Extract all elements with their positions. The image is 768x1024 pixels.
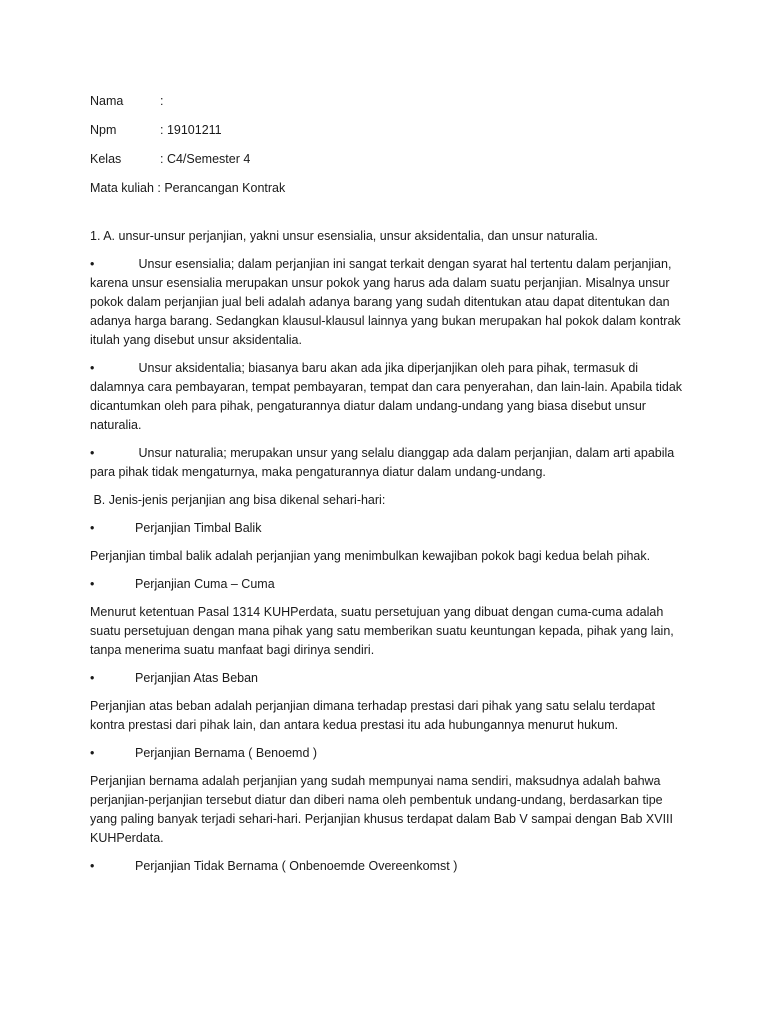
item-title: Perjanjian Atas Beban [135, 671, 259, 685]
item-title: Perjanjian Bernama ( Benoemd ) [135, 746, 318, 760]
kelas-value: : C4/Semester 4 [160, 152, 251, 166]
bullet-marker: • [90, 257, 95, 271]
mata-kuliah: Mata kuliah : Perancangan Kontrak [90, 181, 286, 195]
npm-value: : 19101211 [160, 123, 222, 137]
npm-label: Npm [90, 123, 117, 137]
bullet-text: Unsur esensialia; dalam perjanjian ini sangat terkait dengan syarat hal tertentu dalam perjanjian, karena unsur esensialia merupakan unsur pokok yang harus ada dalam suatu perjanjian. Misalnya unsur pokok dalam perjanjian jual beli adalah adanya barang yang sudah ditentukan atau dapat ditentukan dan adanya harga barang. Sedangkan klausul-klausul lainnya yang bukan merupakan hal pokok dalam kontrak itulah yang disebut unsur aksidentalia. [90, 257, 681, 347]
bullet-marker: • [90, 577, 95, 591]
section-a-heading: 1. A. unsur-unsur perjanjian, yakni unsur esensialia, unsur aksidentalia, dan unsur naturalia. [90, 229, 598, 243]
nama-label: Nama [90, 94, 124, 108]
bullet-marker: • [90, 859, 95, 873]
list-item [90, 744, 686, 763]
bullet-marker: • [90, 521, 95, 535]
header-nama [90, 92, 686, 111]
list-item [90, 669, 686, 688]
list-item [90, 857, 686, 876]
nama-value: : [160, 94, 164, 108]
bullet-marker: • [90, 746, 95, 760]
list-item [90, 575, 686, 594]
header-npm [90, 121, 686, 140]
kelas-label: Kelas [90, 152, 122, 166]
bullet-marker: • [90, 446, 95, 460]
item-description: Perjanjian timbal balik adalah perjanjian yang menimbulkan kewajiban pokok bagi kedua belah pihak. [90, 549, 651, 563]
document-body [90, 92, 686, 885]
section-b-heading: B. Jenis-jenis perjanjian ang bisa dikenal sehari-hari: [90, 493, 386, 507]
header-kelas [90, 150, 686, 169]
bullet-text: Unsur naturalia; merupakan unsur yang selalu dianggap ada dalam perjanjian, dalam arti apabila para pihak tidak mengaturnya, maka pengaturannya diatur dalam undang-undang. [90, 446, 675, 479]
bullet-text: Unsur aksidentalia; biasanya baru akan ada jika diperjanjikan oleh para pihak, termasuk di dalamnya cara pembayaran, tempat pembayaran, tempat dan cara penyerahan, dan lain-lain. Apabila tidak dicantumkan oleh para pihak, pengaturannya diatur dalam undang-undang yang biasa disebut unsur naturalia. [90, 361, 683, 432]
item-description: Perjanjian atas beban adalah perjanjian dimana terhadap prestasi dari pihak yang satu selalu terdapat kontra prestasi dari pihak lain, dan antara kedua prestasi itu ada hubungannya menurut hukum. [90, 699, 655, 732]
list-item [90, 519, 686, 538]
item-title: Perjanjian Cuma – Cuma [135, 577, 275, 591]
item-description: Menurut ketentuan Pasal 1314 KUHPerdata, suatu persetujuan yang dibuat dengan cuma-cuma adalah suatu persetujuan dengan mana pihak yang satu memberikan suatu keuntungan kepada, pihak yang lain, tanpa menerima suatu manfaat bagi dirinya sendiri. [90, 605, 674, 657]
list-item [90, 255, 686, 350]
list-item [90, 444, 686, 482]
item-description: Perjanjian bernama adalah perjanjian yang sudah mempunyai nama sendiri, maksudnya adalah bahwa perjanjian-perjanjian tersebut diatur dan diberi nama oleh pembentuk undang-undang, berdasarkan tipe yang paling banyak terjadi sehari-hari. Perjanjian khusus terdapat dalam Bab V sampai dengan Bab XVIII KUHPerdata. [90, 774, 673, 845]
list-item [90, 359, 686, 435]
bullet-marker: • [90, 671, 95, 685]
bullet-marker: • [90, 361, 95, 375]
item-title: Perjanjian Timbal Balik [135, 521, 262, 535]
item-title: Perjanjian Tidak Bernama ( Onbenoemde Overeenkomst ) [135, 859, 458, 873]
